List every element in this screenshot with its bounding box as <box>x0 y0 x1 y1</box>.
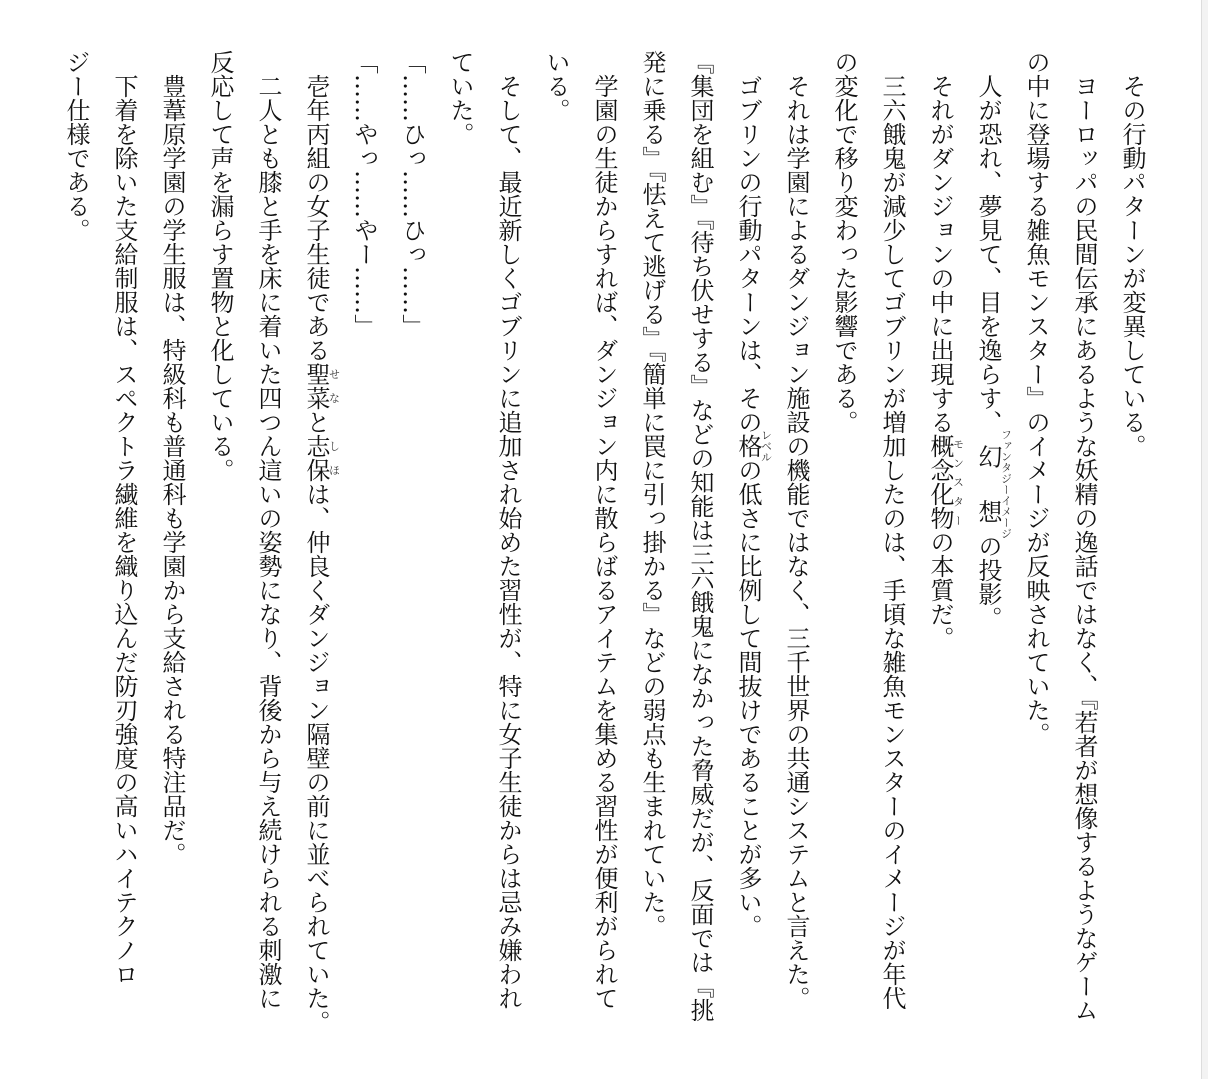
text-segment: と <box>302 410 330 434</box>
text-column <box>580 50 628 1050</box>
ruby-word <box>926 434 965 530</box>
text-segment: は、仲良くダンジョン隔壁の前に並べられていた。 <box>302 482 330 1034</box>
text-column <box>484 50 532 1050</box>
text-column <box>244 50 292 1050</box>
ruby-word <box>302 362 341 410</box>
ruby-word <box>974 429 1013 539</box>
text-column <box>1012 50 1060 1050</box>
text-segment: の低さに比例して間抜けであることが多い。 <box>734 458 762 938</box>
ruby-base: 志保 <box>302 434 330 482</box>
text-column <box>292 50 340 1050</box>
text-segment: 壱年丙組の女子生徒である <box>302 74 330 362</box>
text-segment: 発に乗る』『怯えて逃げる』『簡単に罠に引っ掛かる』などの弱点も生まれていた。 <box>638 50 666 938</box>
text-segment: 「……やっ……やー……」 <box>350 50 378 338</box>
text-segment: それは学園によるダンジョン施設の機能ではなく、三千世界の共通システムと言えた。 <box>782 74 810 1010</box>
text-segment: いる。 <box>542 50 570 122</box>
text-column <box>52 50 100 1050</box>
text-column <box>1108 50 1156 1050</box>
text-segment: 『集団を組む』『待ち伏せする』などの知能は三六餓鬼になかった脅威だが、反面では『挑 <box>686 50 714 1022</box>
text-segment: の投影。 <box>974 534 1002 630</box>
text-column <box>964 50 1012 1050</box>
text-segment: 人が恐れ、夢見て、目を逸らす、 <box>974 74 1002 434</box>
ruby-base: 聖菜 <box>302 362 330 410</box>
text-segment: それがダンジョンの中に出現する <box>926 74 954 434</box>
text-column <box>724 50 772 1050</box>
scrollbar[interactable] <box>1201 0 1208 1079</box>
text-segment: そして、最近新しくゴブリンに追加され始めた習性が、特に女子生徒からは忌み嫌われ <box>494 74 522 1010</box>
text-segment: ていた。 <box>446 50 474 146</box>
text-segment: 学園の生徒からすれば、ダンジョン内に散らばるアイテムを集める習性が便利がられて <box>590 74 618 1010</box>
text-column <box>628 50 676 1050</box>
ruby-reading: モンスター <box>951 434 965 530</box>
ruby-base: 概念化物 <box>926 434 954 530</box>
ruby-reading: レベル <box>759 429 773 463</box>
text-column <box>868 50 916 1050</box>
ruby-reading: ファンタジーイメージ <box>999 429 1013 539</box>
text-segment: の変化で移り変わった影響である。 <box>830 50 858 434</box>
text-segment: 三六餓鬼が減少してゴブリンが増加したのは、手頃な雑魚モンスターのイメージが年代 <box>878 74 906 1010</box>
text-column <box>772 50 820 1050</box>
text-segment: 豊葦原学園の学生服は、特級科も普通科も学園から支給される特注品だ。 <box>158 74 186 866</box>
text-column <box>148 50 196 1050</box>
ruby-word <box>302 434 341 482</box>
text-segment: 二人とも膝と手を床に着いた四つん這いの姿勢になり、背後から与え続けられる刺激に <box>254 74 282 1010</box>
text-column <box>100 50 148 1050</box>
ruby-reading: しほ <box>327 434 341 482</box>
text-column <box>340 50 388 1050</box>
text-segment: の本質だ。 <box>926 530 954 650</box>
ruby-base: 幻想 <box>974 429 1002 539</box>
text-column <box>532 50 580 1050</box>
text-segment: の中に登場する雑魚モンスター』のイメージが反映されていた。 <box>1022 50 1050 746</box>
text-segment: 反応して声を漏らす置物と化している。 <box>206 50 234 482</box>
text-column <box>388 50 436 1050</box>
text-column <box>820 50 868 1050</box>
text-segment: ゴブリンの行動パターンは、その <box>734 74 762 434</box>
text-segment: ジー仕様である。 <box>62 50 90 242</box>
ruby-word <box>734 429 773 463</box>
ruby-reading: せな <box>327 362 341 410</box>
text-column <box>1060 50 1108 1050</box>
vertical-text-page <box>52 50 1156 1050</box>
text-column <box>436 50 484 1050</box>
text-column <box>916 50 964 1050</box>
text-column <box>676 50 724 1050</box>
text-segment: 「……ひっ……ひっ……」 <box>398 50 426 338</box>
text-segment: その行動パターンが変異している。 <box>1118 74 1146 458</box>
ruby-base: 格 <box>734 429 762 463</box>
text-segment: 下着を除いた支給制服は、スペクトラ繊維を織り込んだ防刃強度の高いハイテクノロ <box>110 74 138 986</box>
text-segment: ヨーロッパの民間伝承にあるような妖精の逸話ではなく、『若者が想像するようなゲーム <box>1070 74 1098 1022</box>
text-column <box>196 50 244 1050</box>
